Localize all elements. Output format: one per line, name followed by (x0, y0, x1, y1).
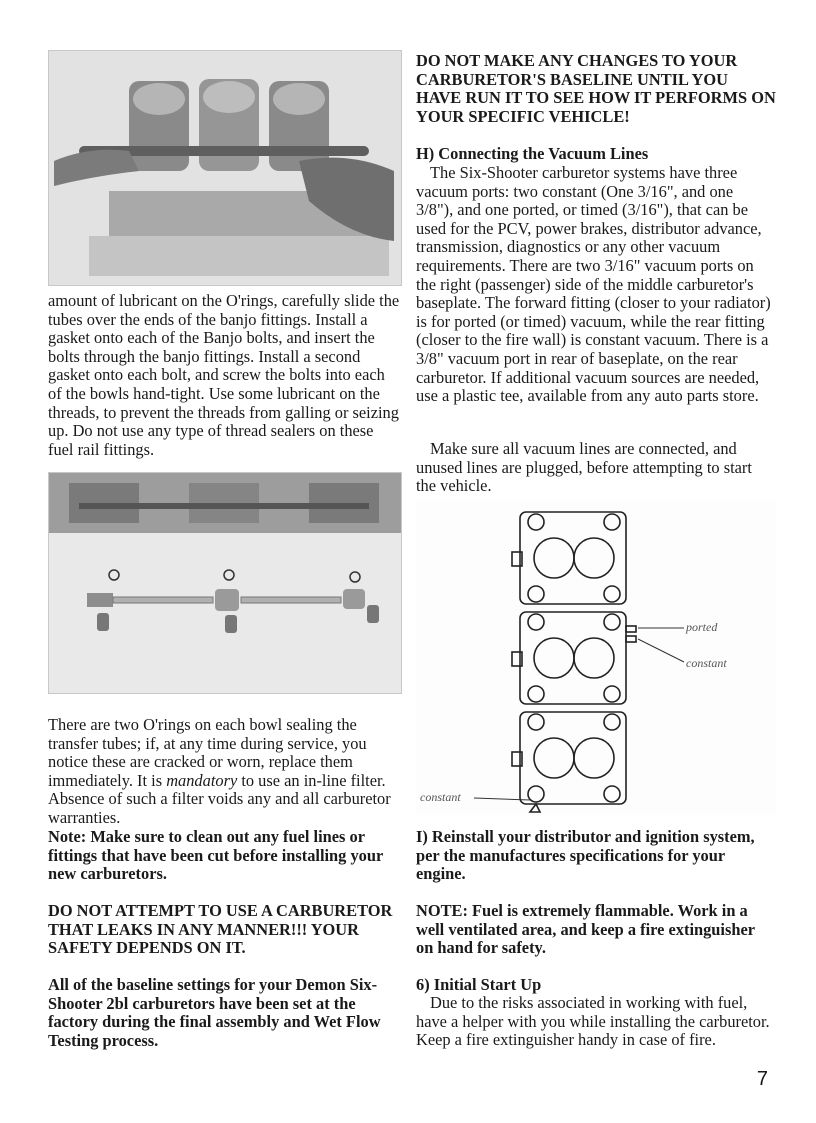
left-leak-warning: DO NOT ATTEMPT TO USE A CARBURETOR THAT LEAKS IN ANY MANNER!!! YOUR SAFETY DEPENDS ON IT. (48, 901, 393, 958)
label-constant-2: constant (420, 790, 461, 804)
page-number: 7 (756, 1068, 768, 1090)
left-paragraph-1: amount of lubricant on the O'rings, carefully slide the tubes over the ends of the banjo fittings. Install a gasket onto each of the Banjo bolts, and insert the bolts through the banjo fittings. Install a second gasket onto each bolt, and screw the bolts into each of the bowls hand-tight. Use some lubricant on the threads, to prevent the threads from galling or seizing up. Do not use any type of thread sealers on these fuel rail fittings. (48, 291, 400, 459)
left-paragraph-2 (48, 716, 400, 828)
middle-baseplate (512, 612, 636, 704)
right-fuel-note: NOTE: Fuel is extremely flammable. Work in a well ventilated area, and keep a fire extinguisher on hand for safety. (416, 901, 755, 958)
vacuum-ports-diagram-art (416, 500, 776, 815)
section-h-heading: H) Connecting the Vacuum Lines (416, 144, 649, 163)
section-h-paragraph-2: Make sure all vacuum lines are connected, and unused lines are plugged, before attempting to start the vehicle. (416, 439, 752, 496)
left-paragraph-2-a: There are two O'rings on each bowl sealing the transfer tubes; if, at any time during service, you notice these are cracked or worn, replace them immediately. It is (48, 715, 367, 790)
section-i-text: I) Reinstall your distributor and ignition system, per the manufactures specifications for your engine. (416, 827, 755, 884)
label-constant-1: constant (686, 656, 727, 670)
right-warning-top: DO NOT MAKE ANY CHANGES TO YOUR CARBURETOR'S BASELINE UNTIL YOU HAVE RUN IT TO SEE HOW IT PERFORMS ON YOUR SPECIFIC VEHICLE! (416, 51, 776, 126)
section-6-heading: 6) Initial Start Up (416, 975, 542, 994)
section-h-paragraph-1: The Six-Shooter carburetor systems have three vacuum ports: two constant (One 3/16", and one 3/8"), and one ported, or timed (3/16"), that can be used for the PCV, power brakes, distributor advance, transmission, diagnostics or any other vacuum requirements. There are two 3/16" vacuum ports on the right (passenger) side of the middle carburetor's baseplate. The forward fitting (closer to your radiator) is for ported (or timed) vacuum, while the rear fitting (closer to the fire wall) is constant vacuum. There is a 3/8" vacuum port in rear of baseplate, on the rear carburetor. If additional vacuum sources are needed, use a plastic tee, available from any auto parts store. (416, 163, 771, 406)
rear-baseplate (512, 712, 626, 812)
carburetor-photo-top-art (49, 51, 401, 285)
carburetor-photo-top (48, 50, 402, 286)
vacuum-ports-diagram (416, 500, 776, 815)
section-6-paragraph: Due to the risks associated in working with fuel, have a helper with you while installing the carburetor. Keep a fire extinguisher handy in case of fire. (416, 993, 770, 1050)
label-ported: ported (686, 620, 718, 634)
front-baseplate (512, 512, 626, 604)
fuel-rail-parts-photo (48, 472, 402, 694)
left-note: Note: Make sure to clean out any fuel lines or fittings that have been cut before installing your new carburetors. (48, 827, 383, 884)
mandatory-emphasis: mandatory (166, 770, 238, 790)
fuel-rail-parts-art (49, 473, 401, 693)
left-paragraph-2-b: to use an in-line filter. Absence of such a filter voids any and all carburetor warranties. (48, 770, 391, 827)
left-baseline-text: All of the baseline settings for your Demon Six-Shooter 2bl carburetors have been set at the factory during the final assembly and Wet Flow Testing process. (48, 975, 381, 1050)
